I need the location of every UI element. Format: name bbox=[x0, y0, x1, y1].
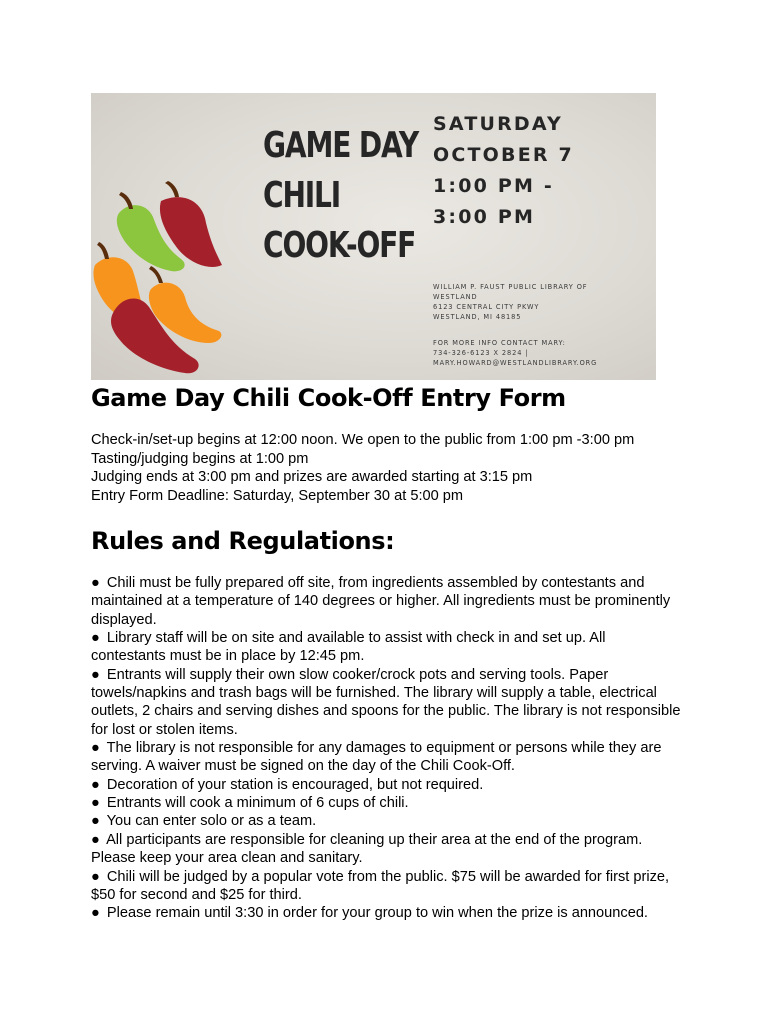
banner-title-line: GAME DAY bbox=[263, 125, 419, 166]
rule-item bbox=[91, 904, 681, 922]
banner-contact-line: MARY.HOWARD@WESTLANDLIBRARY.ORG bbox=[433, 359, 598, 367]
chili-peppers-illustration bbox=[91, 93, 251, 380]
bullet-icon: ● bbox=[91, 795, 100, 812]
rule-text: The library is not responsible for any damages to equipment or persons while they are serving. A waiver must be signed on the day of the Chili Cook-Off. bbox=[91, 740, 662, 775]
rule-item bbox=[91, 812, 681, 830]
rule-text: Library staff will be on site and available to assist with check in and set up. All contestants must be in place by 12:45 pm. bbox=[91, 630, 606, 665]
banner-address-line: 6123 CENTRAL CITY PKWY bbox=[433, 303, 540, 311]
rule-text: Entrants will supply their own slow cooker/crock pots and serving tools. Paper towels/napkins and trash bags will be furnished. The library will supply a table, electrical outlets, 2 chairs and serving dishes and spoons for the public. The library is not responsible for lost or stolen items. bbox=[91, 666, 681, 738]
banner-contact-line: FOR MORE INFO CONTACT MARY: bbox=[433, 339, 566, 347]
bullet-icon: ● bbox=[91, 868, 100, 885]
bullet-icon: ● bbox=[91, 575, 100, 591]
banner-when-line: SATURDAY bbox=[433, 113, 563, 135]
rule-item bbox=[91, 868, 681, 905]
form-title: Game Day Chili Cook-Off Entry Form bbox=[91, 384, 566, 412]
banner-contact-line: 734-326-6123 X 2824 | bbox=[433, 349, 529, 357]
rule-text: You can enter solo or as a team. bbox=[106, 813, 317, 830]
banner-when-line: 3:00 PM bbox=[433, 206, 536, 228]
rule-item bbox=[91, 739, 681, 776]
bullet-icon: ● bbox=[91, 813, 100, 830]
bullet-icon: ● bbox=[91, 630, 100, 647]
rule-text: Chili will be judged by a popular vote from the public. $75 will be awarded for first prize, $50 for second and $25 for third. bbox=[91, 868, 670, 903]
schedule-info bbox=[91, 431, 691, 505]
banner-contact bbox=[433, 338, 597, 368]
rule-item bbox=[91, 831, 681, 868]
banner-address bbox=[433, 282, 588, 322]
event-banner bbox=[91, 93, 656, 380]
rule-text: All participants are responsible for cleaning up their area at the end of the program. Please keep your area clean and sanitary. bbox=[91, 831, 643, 867]
rule-text: Decoration of your station is encouraged, but not required. bbox=[106, 776, 484, 793]
rules-heading: Rules and Regulations: bbox=[91, 527, 395, 555]
rules-list bbox=[91, 574, 681, 923]
bullet-icon: ● bbox=[91, 905, 100, 922]
rule-text: Please remain until 3:30 in order for your group to win when the prize is announced. bbox=[106, 905, 648, 922]
rule-item bbox=[91, 776, 681, 794]
pepper-stem bbox=[119, 192, 133, 209]
pepper-stem bbox=[149, 266, 163, 283]
pepper-stem bbox=[165, 181, 179, 197]
banner-date-time bbox=[433, 109, 574, 233]
bullet-icon: ● bbox=[91, 666, 100, 683]
banner-address-line: WILLIAM P. FAUST PUBLIC LIBRARY OF bbox=[433, 283, 588, 291]
banner-address-line: WESTLAND, MI 48185 bbox=[433, 313, 522, 321]
rule-text: Entrants will cook a minimum of 6 cups of chili. bbox=[106, 795, 409, 812]
schedule-line: Judging ends at 3:00 pm and prizes are awarded starting at 3:15 pm bbox=[91, 469, 533, 486]
banner-title-line: CHILI bbox=[263, 175, 341, 216]
rule-text: Chili must be fully prepared off site, from ingredients assembled by contestants and maintained at a temperature of 140 degrees or higher. All ingredients must be prominently displayed. bbox=[91, 575, 671, 628]
banner-when-line: OCTOBER 7 bbox=[433, 144, 574, 166]
banner-title-line: COOK-OFF bbox=[263, 225, 416, 266]
banner-when-line: 1:00 PM - bbox=[433, 175, 555, 197]
rule-item bbox=[91, 666, 681, 739]
banner-address-line: WESTLAND bbox=[433, 293, 478, 301]
rule-item bbox=[91, 794, 681, 812]
banner-event-title bbox=[263, 121, 418, 271]
schedule-line: Tasting/judging begins at 1:00 pm bbox=[91, 450, 309, 467]
bullet-icon: ● bbox=[91, 776, 100, 793]
rule-item bbox=[91, 629, 681, 666]
schedule-line: Entry Form Deadline: Saturday, September 30 at 5:00 pm bbox=[91, 487, 464, 504]
rule-item bbox=[91, 574, 681, 629]
bullet-icon: ● bbox=[91, 831, 100, 848]
schedule-line: Check-in/set-up begins at 12:00 noon. We open to the public from 1:00 pm -3:00 pm bbox=[91, 432, 635, 448]
bullet-icon: ● bbox=[91, 740, 100, 757]
pepper-stem bbox=[97, 242, 109, 259]
